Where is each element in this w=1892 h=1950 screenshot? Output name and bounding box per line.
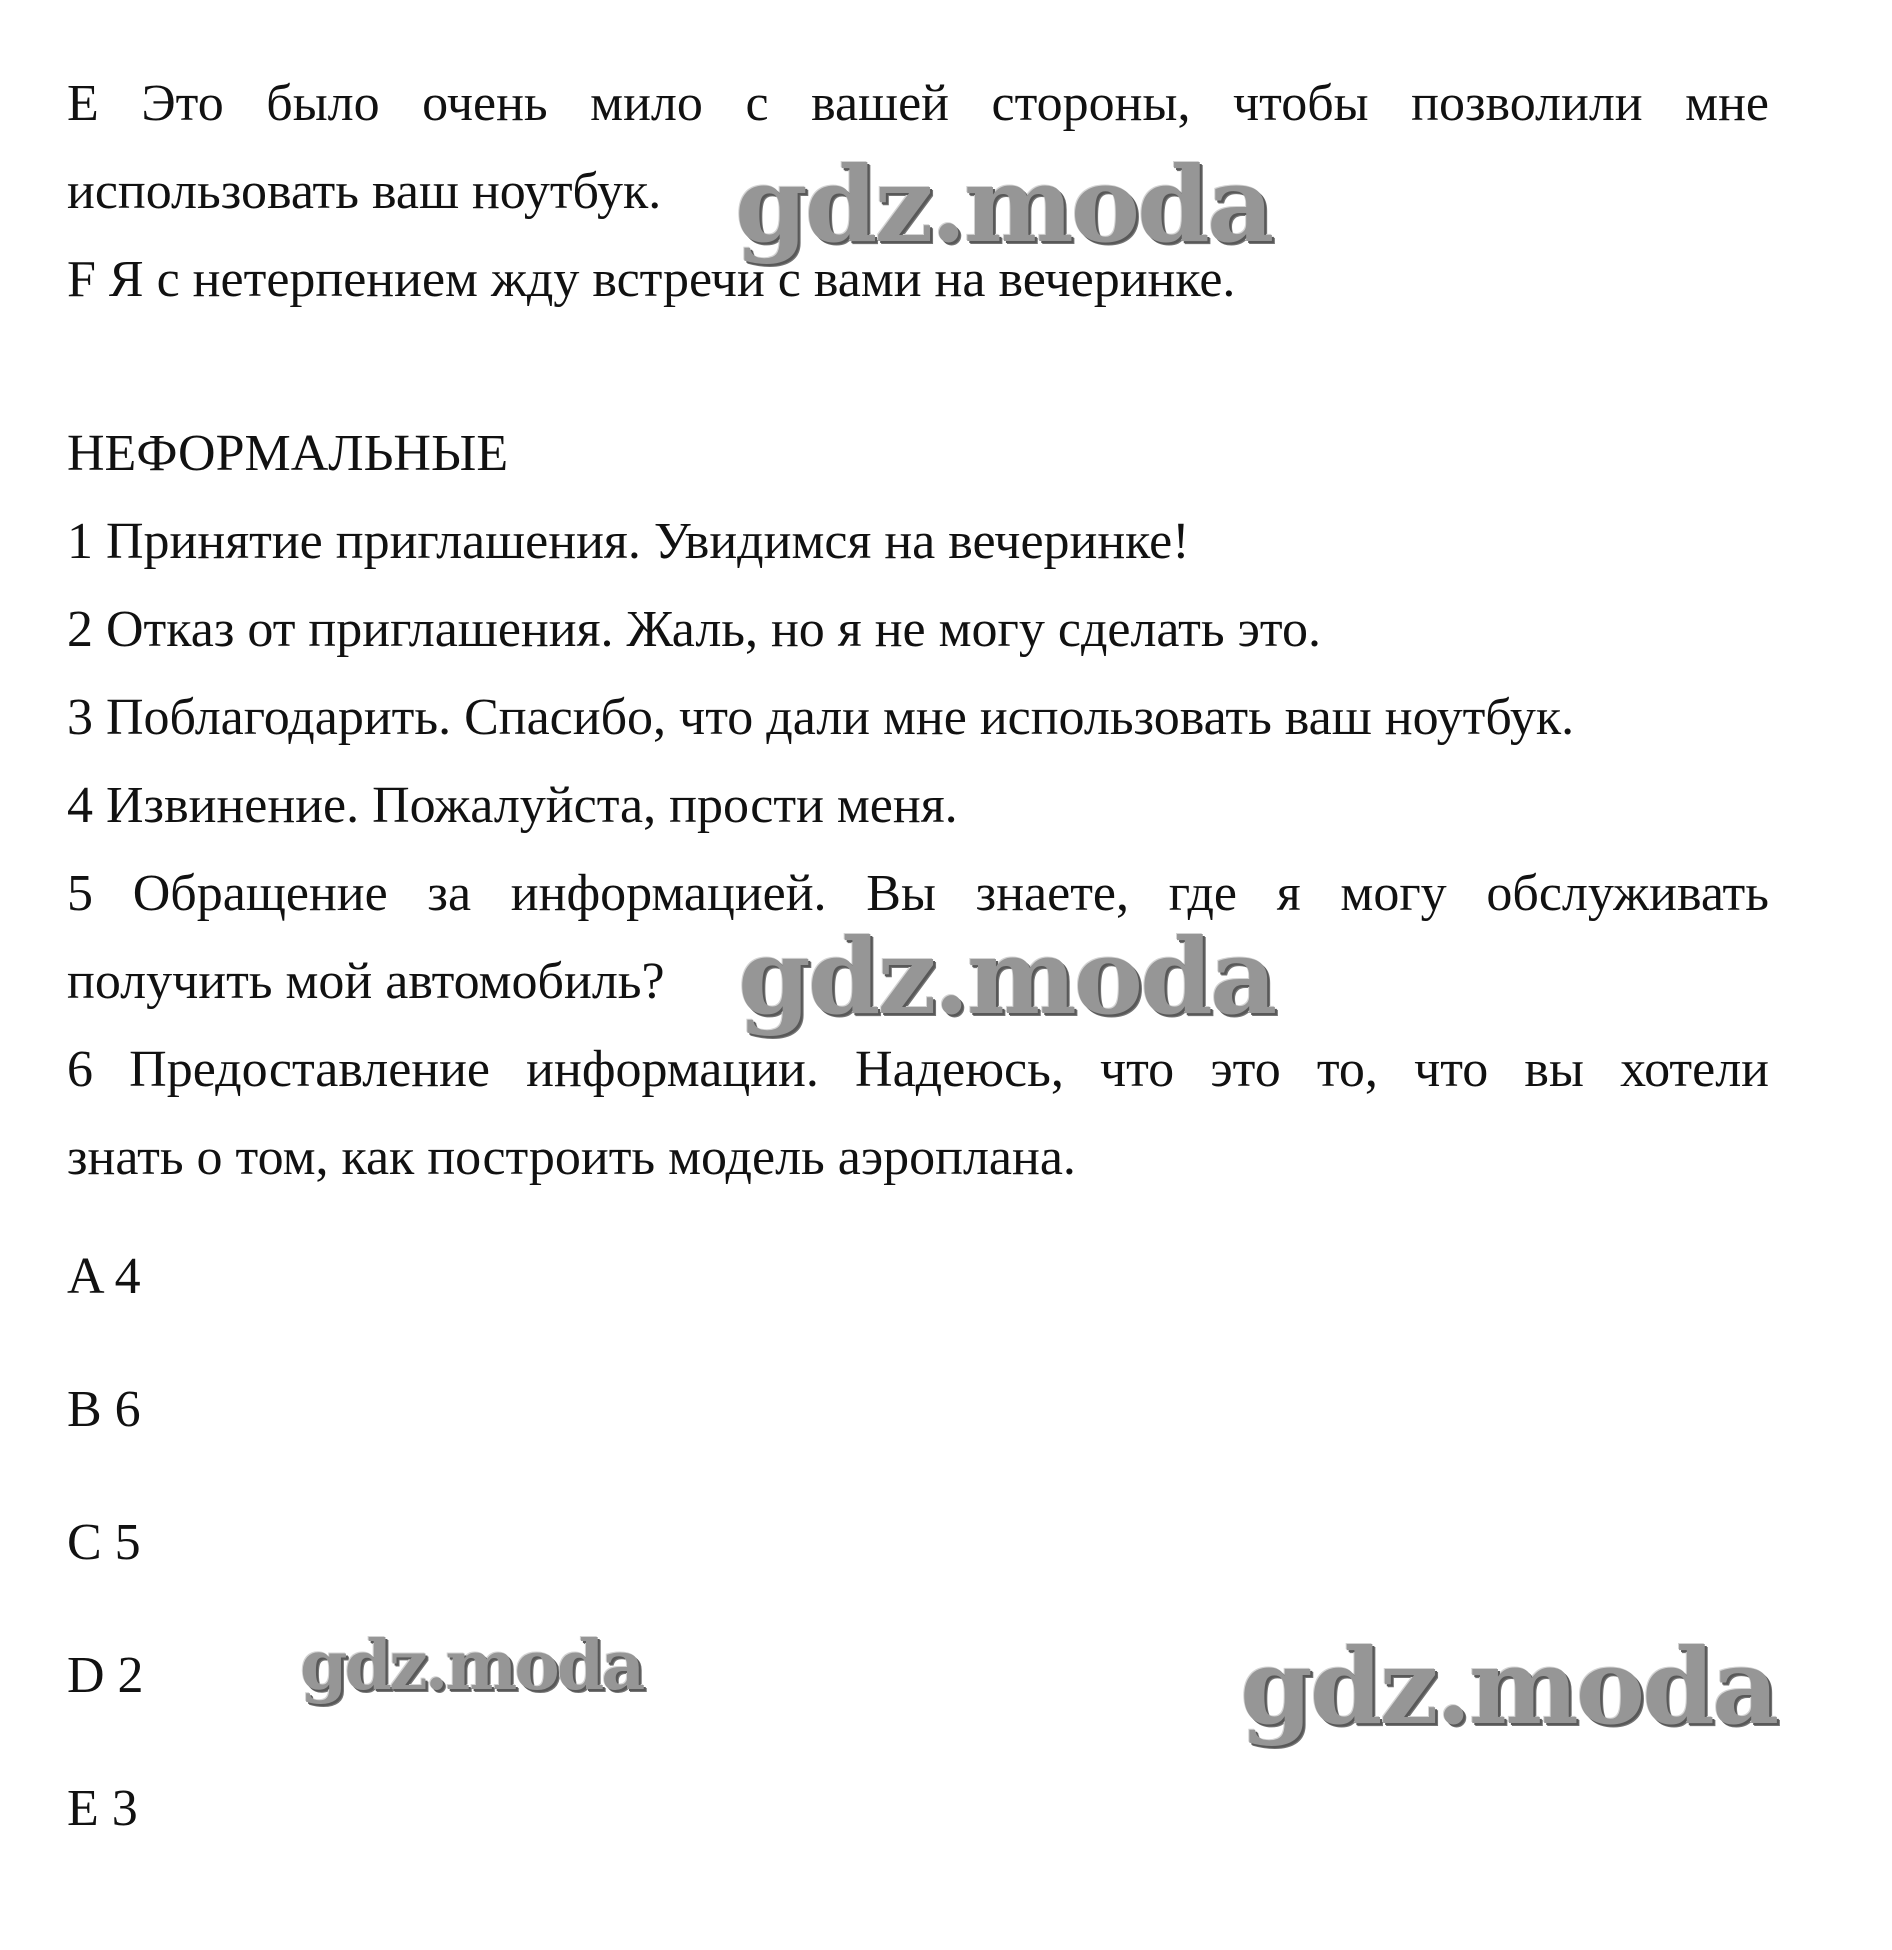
informal-heading: НЕФОРМАЛЬНЫЕ	[67, 425, 509, 482]
answer-b: B 6	[67, 1381, 141, 1438]
formal-line-e-cont: использовать ваш ноутбук.	[67, 163, 662, 220]
informal-line-6: 6 Предоставление информации. Надеюсь, что это то, что вы хотели	[67, 1041, 1769, 1098]
informal-line-5-cont: получить мой автомобиль?	[67, 953, 665, 1010]
informal-line-2: 2 Отказ от приглашения. Жаль, но я не могу сделать это.	[67, 601, 1321, 658]
answer-d: D 2	[67, 1647, 144, 1704]
informal-line-1: 1 Принятие приглашения. Увидимся на вечеринке!	[67, 513, 1190, 570]
watermark-logo: gdz.moda	[300, 1626, 643, 1706]
answer-c: C 5	[67, 1514, 141, 1571]
watermark-logo: gdz.moda	[735, 143, 1272, 266]
answers-gap	[67, 1202, 1769, 1247]
formal-line-e: E Это было очень мило с вашей стороны, чтобы позволили мне	[67, 75, 1769, 132]
informal-line-4: 4 Извинение. Пожалуйста, прости меня.	[67, 777, 958, 834]
answer-e: E 3	[67, 1780, 138, 1837]
watermark-logo: gdz.moda	[1240, 1625, 1777, 1748]
answer-a: A 4	[67, 1248, 141, 1305]
watermark-logo: gdz.moda	[738, 915, 1275, 1038]
informal-line-5: 5 Обращение за информацией. Вы знаете, где я могу обслуживать	[67, 865, 1769, 922]
informal-line-3: 3 Поблагодарить. Спасибо, что дали мне использовать ваш ноутбук.	[67, 689, 1575, 746]
informal-line-6-cont: знать о том, как построить модель аэроплана.	[67, 1129, 1076, 1186]
formal-line-f: F Я с нетерпением жду встречи с вами на вечеринке.	[67, 251, 1236, 308]
section-gap	[67, 324, 1769, 410]
